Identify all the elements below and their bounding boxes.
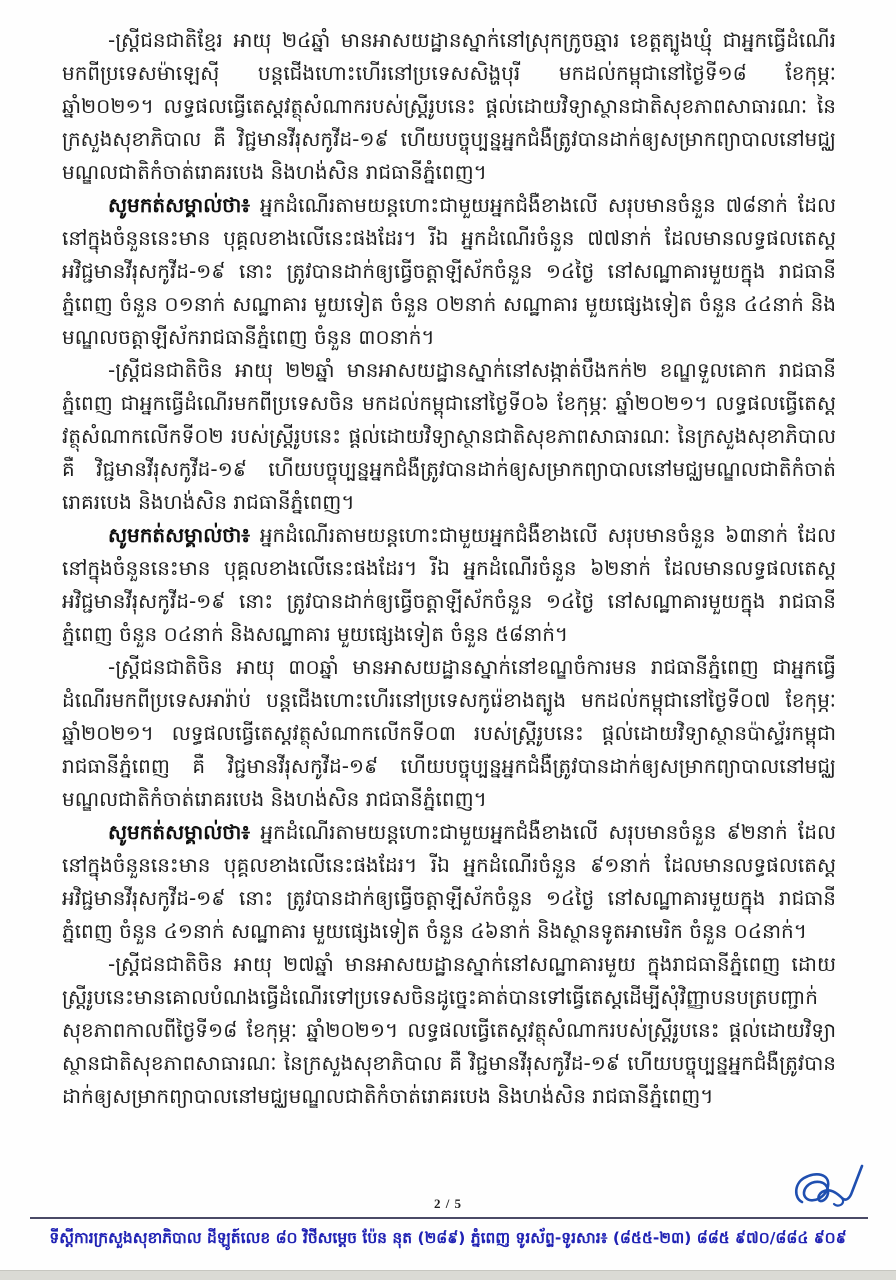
note-body: អ្នកដំណើរតាមយន្តហោះជាមួយអ្នកជំងឺខាងលើ សរុបមានចំនួន ៦៣នាក់ ដែលនៅក្នុងចំនួននេះមាន បុគ្គលខាងលើនេះផងដែរ។ រីឯ អ្នកដំណើរចំនួន ៦២នាក់ ដែលមានលទ្ធផលតេស្តអវិជ្ជមានវីរុសកូវីដ-១៩ នោះ ត្រូវបានដាក់ឲ្យធ្វើចត្តាឡីស័កចំនួន ១៤ថ្ងៃ នៅសណ្ឋាគារមួយក្នុង រាជធានីភ្នំពេញ ចំនួន ០៤នាក់ និងសណ្ឋាគារ មួយផ្សេងទៀត ចំនួន ៥៨នាក់។: [62, 523, 836, 646]
paragraph-case-4: -ស្ត្រីជនជាតិចិន អាយុ ២៧ឆ្នាំ មានអាសយដ្ឋានស្នាក់នៅសណ្ឋាគារមួយ ក្នុងរាជធានីភ្នំពេញ ដោយស្ត្រីរូបនេះមានគោលបំណងធ្វើដំណើរទៅប្រទេសចិនដូច្នេះគាត់បានទៅធ្វើតេស្តដើម្បីសុំវិញ្ញាបនបត្របញ្ជាក់សុខភាពកាលពីថ្ងៃទី១៨ ខែកុម្ភៈ ឆ្នាំ២០២១។ លទ្ធផលធ្វើតេស្តវត្ថុសំណាករបស់ស្ត្រីរូបនេះ ផ្តល់ដោយវិទ្យាស្ថានជាតិសុខភាពសាធារណៈ នៃក្រសួងសុខាភិបាល គឺ វិជ្ជមានវីរុសកូវីដ-១៩ ហើយបច្ចុប្បន្នអ្នកជំងឺត្រូវបានដាក់ឲ្យសម្រាកព្យាបាលនៅមជ្ឈមណ្ឌលជាតិកំចាត់រោគរបេង និងហង់សិន រាជធានីភ្នំពេញ។: [62, 952, 836, 1108]
page-number: 2 / 5: [433, 1196, 463, 1211]
paragraph-case-1: -ស្ត្រីជនជាតិខ្មែរ អាយុ ២៤ឆ្នាំ មានអាសយដ្ឋានស្នាក់នៅស្រុកក្រូចឆ្មារ ខេត្តត្បូងឃ្មុំ ជាអ្នកធ្វើដំណើរមកពីប្រទេសម៉ាឡេស៊ី បន្តជើងហោះហើរនៅប្រទេសសិង្ហបុរី មកដល់កម្ពុជានៅថ្ងៃទី១៨ ខែកុម្ភៈ ឆ្នាំ២០២១។ លទ្ធផលធ្វើតេស្តវត្ថុសំណាករបស់ស្ត្រីរូបនេះ ផ្តល់ដោយវិទ្យាស្ថានជាតិសុខភាពសាធារណៈ នៃក្រសួងសុខាភិបាល គឺ វិជ្ជមានវីរុសកូវីដ-១៩ ហើយបច្ចុប្បន្នអ្នកជំងឺត្រូវបានដាក់ឲ្យសម្រាកព្យាបាលនៅមជ្ឈមណ្ឌលជាតិកំចាត់រោគរបេង និងហង់សិន រាជធានីភ្នំពេញ។: [62, 28, 836, 184]
note-body: អ្នកដំណើរតាមយន្តហោះជាមួយអ្នកជំងឺខាងលើ សរុបមានចំនួន ៧៨នាក់ ដែលនៅក្នុងចំនួននេះមាន បុគ្គលខាងលើនេះផងដែរ។ រីឯ អ្នកដំណើរចំនួន ៧៧នាក់ ដែលមានលទ្ធផលតេស្តអវិជ្ជមានវីរុសកូវីដ-១៩ នោះ ត្រូវបានដាក់ឲ្យធ្វើចត្តាឡីស័កចំនួន ១៤ថ្ងៃ នៅសណ្ឋាគារមួយក្នុង រាជធានីភ្នំពេញ ចំនួន ០១នាក់ សណ្ឋាគារ មួយទៀត ចំនួន ០២នាក់ សណ្ឋាគារ មួយផ្សេងទៀត ចំនួន ៤៤នាក់ និងមណ្ឌលចត្តាឡីស័ករាជធានីភ្នំពេញ ចំនួន ៣០នាក់។: [62, 193, 836, 349]
paragraph-note-1: [62, 189, 836, 354]
footer-divider: [30, 1217, 868, 1219]
note-lead-label: សូមកត់សម្គាល់ថា៖: [108, 820, 251, 844]
scan-edge-strip: [0, 1270, 896, 1280]
ministry-address-footer: ទីស្តីការក្រសួងសុខាភិបាល ដីឡូត៍លេខ ៨០ វិថីសម្តេច ប៉ែន នុត (២៨៩) ភ្នំពេញ ទូរស័ព្ទ-ទូរសារ៖ (៨៥៥-២៣) ៨៨៥ ៩៧០/៨៨៤ ៩០៩: [49, 1229, 847, 1247]
signature-initials-icon: [788, 1158, 874, 1222]
paragraph-case-2: -ស្ត្រីជនជាតិចិន អាយុ ២២ឆ្នាំ មានអាសយដ្ឋានស្នាក់នៅសង្កាត់បឹងកក់២ ខណ្ឌទួលគោក រាជធានីភ្នំពេញ ជាអ្នកធ្វើដំណើរមកពីប្រទេសចិន មកដល់កម្ពុជានៅថ្ងៃទី០៦ ខែកុម្ភៈ ឆ្នាំ២០២១។ លទ្ធផលធ្វើតេស្តវត្ថុសំណាកលើកទី០២ របស់ស្ត្រីរូបនេះ ផ្តល់ដោយវិទ្យាស្ថានជាតិសុខភាពសាធារណៈ នៃក្រសួងសុខាភិបាល គឺ វិជ្ជមានវីរុសកូវីដ-១៩ ហើយបច្ចុប្បន្នអ្នកជំងឺត្រូវបានដាក់ឲ្យសម្រាកព្យាបាលនៅមជ្ឈមណ្ឌលជាតិកំចាត់រោគរបេង និងហង់សិន រាជធានីភ្នំពេញ។: [62, 358, 836, 514]
paragraph-note-2: [62, 519, 836, 651]
paragraph-note-3: [62, 816, 836, 948]
paragraph-case-3: -ស្ត្រីជនជាតិចិន អាយុ ៣០ឆ្នាំ មានអាសយដ្ឋានស្នាក់នៅខណ្ឌចំការមន រាជធានីភ្នំពេញ ជាអ្នកធ្វើដំណើរមកពីប្រទេសអារ៉ាប់ បន្តជើងហោះហើរនៅប្រទេសកូរ៉េខាងត្បូង មកដល់កម្ពុជានៅថ្ងៃទី០៧ ខែកុម្ភៈ ឆ្នាំ២០២១។ លទ្ធផលធ្វើតេស្តវត្ថុសំណាកលើកទី០៣ របស់ស្ត្រីរូបនេះ ផ្តល់ដោយវិទ្យាស្ថានប៉ាស្ទ័រកម្ពុជា រាជធានីភ្នំពេញ គឺ វិជ្ជមានវីរុសកូវីដ-១៩ ហើយបច្ចុប្បន្នអ្នកជំងឺត្រូវបានដាក់ឲ្យសម្រាកព្យាបាលនៅមជ្ឈមណ្ឌលជាតិកំចាត់រោគរបេង និងហង់សិន រាជធានីភ្នំពេញ។: [62, 655, 836, 811]
note-lead-label: សូមកត់សម្គាល់ថា៖: [108, 193, 251, 217]
note-lead-label: សូមកត់សម្គាល់ថា៖: [108, 523, 251, 547]
document-body: [62, 24, 836, 1113]
note-body: អ្នកដំណើរតាមយន្តហោះជាមួយអ្នកជំងឺខាងលើ សរុបមានចំនួន ៩២នាក់ ដែលនៅក្នុងចំនួននេះមាន បុគ្គលខាងលើនេះផងដែរ។ រីឯ អ្នកដំណើរចំនួន ៩១នាក់ ដែលមានលទ្ធផលតេស្តអវិជ្ជមានវីរុសកូវីដ-១៩ នោះ ត្រូវបានដាក់ឲ្យធ្វើចត្តាឡីស័កចំនួន ១៤ថ្ងៃ នៅសណ្ឋាគារមួយក្នុង រាជធានីភ្នំពេញ ចំនួន ៤១នាក់ សណ្ឋាគារ មួយផ្សេងទៀត ចំនួន ៤៦នាក់ និងស្ថានទូតអាមេរិក ចំនួន ០៤នាក់។: [62, 820, 836, 943]
